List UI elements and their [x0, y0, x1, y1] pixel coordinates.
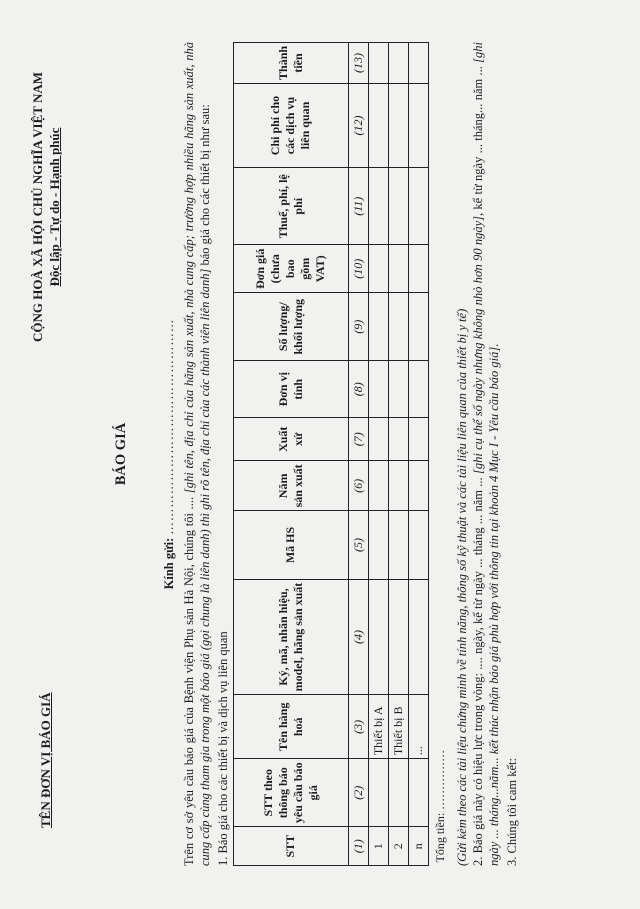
col-header: Chi phí cho các dịch vụ liên quan: [233, 83, 348, 167]
empty-cell: [388, 461, 408, 511]
empty-cell: [408, 579, 428, 695]
col-header: Xuất xứ: [233, 418, 348, 461]
col-number: (5): [348, 511, 368, 579]
empty-cell: [388, 759, 408, 827]
col-header: Thuế, phí, lệ phí: [233, 168, 348, 245]
empty-cell: [388, 83, 408, 167]
section-2-text-mid: , kể từ ngày ... tháng... năm ...: [471, 62, 486, 216]
intro-text-after: báo giá cho các thiết bị như sau:: [198, 104, 213, 269]
col-header: Ký, mã, nhãn hiệu, model, hãng sản xuất: [233, 579, 348, 695]
col-header: Đơn giá (chưa bao gồm VAT): [233, 245, 348, 293]
empty-cell: [368, 759, 388, 827]
col-number: (13): [348, 43, 368, 84]
total-row: [428, 43, 450, 866]
intro-italic: [ghi tên, địa chỉ của hãng sản xuất, nhà cung cấp; trường hợp nhiều hãng sản xuất, nhà cung cấp cùng tham gia trong một báo giá (gọi chung là liên danh) thì ghi rõ tên, địa chỉ của các thành viên liên danh]: [182, 42, 213, 866]
col-header: STT: [233, 827, 348, 866]
table-row: [388, 43, 408, 866]
row-item-name: Thiết bị B: [388, 695, 408, 759]
col-header: Số lượng/ khối lượng: [233, 293, 348, 361]
section-2-italic-2: [ghi ngày ... tháng...năm... kết thúc nhận báo giá phù hợp với thông tin tại khoản 4 Mục I - Yêu cầu báo giá]: [471, 42, 502, 866]
empty-cell: [368, 579, 388, 695]
empty-cell: [408, 43, 428, 84]
nation-line-2: Độc lập - Tự do - Hạnh phúc: [46, 127, 62, 287]
empty-cell: [388, 168, 408, 245]
empty-cell: [368, 418, 388, 461]
col-number: (2): [348, 759, 368, 827]
col-header: Năm sản xuất: [233, 461, 348, 511]
empty-cell: [408, 461, 428, 511]
col-number: (8): [348, 361, 368, 418]
unit-name: TÊN ĐƠN VỊ BÁO GIÁ: [38, 692, 53, 828]
quotation-table: [233, 42, 450, 866]
section-2-text-after: .: [487, 343, 502, 347]
intro-paragraph: [181, 42, 214, 866]
col-number: (3): [348, 695, 368, 759]
col-number: (12): [348, 83, 368, 167]
document-header: [30, 42, 78, 866]
national-motto: [30, 72, 64, 342]
document-title: BÁO GIÁ: [113, 422, 129, 486]
section-3-commitment: 3. Chúng tôi cam kết:: [504, 758, 519, 866]
empty-cell: [388, 418, 408, 461]
col-header: STT theo thông báo yêu cầu báo giá: [233, 759, 348, 827]
col-header: Mã HS: [233, 511, 348, 579]
col-header: Tên hàng hoá: [233, 695, 348, 759]
empty-cell: [408, 293, 428, 361]
table-row: [408, 43, 428, 866]
col-number: (10): [348, 245, 368, 293]
row-stt: 2: [388, 827, 408, 866]
column-number-row: [348, 43, 368, 866]
empty-cell: [408, 361, 428, 418]
nation-line-1: CỘNG HOÀ XÃ HỘI CHỦ NGHĨA VIỆT NAM: [30, 72, 45, 343]
empty-cell: [368, 43, 388, 84]
empty-cell: [408, 418, 428, 461]
empty-cell: [368, 83, 388, 167]
row-item-name: ...: [408, 695, 428, 759]
section-2-validity: [470, 42, 503, 866]
attachment-note: (Gửi kèm theo các tài liệu chứng minh về tính năng, thông số kỹ thuật và các tài liệu liên quan của thiết bị y tế): [454, 308, 469, 866]
col-number: (4): [348, 579, 368, 695]
empty-cell: [408, 759, 428, 827]
table-header-row: [233, 43, 348, 866]
section-2-text-before: 2. Báo giá này có hiệu lực trong vòng: .... ngày, kể từ ngày ... tháng ... năm ...: [471, 474, 486, 866]
col-number: (6): [348, 461, 368, 511]
row-item-name: Thiết bị A: [368, 695, 388, 759]
col-number: (9): [348, 293, 368, 361]
empty-cell: [408, 168, 428, 245]
recipient-dots: …………………………………………: [161, 318, 176, 535]
row-stt: n: [408, 827, 428, 866]
empty-cell: [388, 361, 408, 418]
empty-cell: [368, 461, 388, 511]
empty-cell: [388, 245, 408, 293]
recipient-label: Kính gửi:: [161, 537, 176, 590]
empty-cell: [388, 511, 408, 579]
empty-cell: [408, 83, 428, 167]
empty-cell: [368, 361, 388, 418]
empty-cell: [368, 168, 388, 245]
empty-cell: [408, 245, 428, 293]
recipient-line: [161, 42, 177, 866]
empty-cell: [388, 43, 408, 84]
col-number: (7): [348, 418, 368, 461]
empty-cell: [408, 511, 428, 579]
empty-cell: [368, 293, 388, 361]
intro-text-before: Trên cơ sở yêu cầu báo giá của Bệnh viện Phụ sản Hà Nội, chúng tôi ....: [182, 493, 197, 866]
col-header: Thành tiền: [233, 43, 348, 84]
section-1-heading: 1. Báo giá cho các thiết bị và dịch vụ liên quan: [215, 631, 230, 866]
table-row: [368, 43, 388, 866]
section-2-italic-1: [ghi cụ thể số ngày nhưng không nhỏ hơn 90 ngày]: [471, 215, 486, 475]
empty-cell: [368, 511, 388, 579]
empty-cell: [388, 579, 408, 695]
rotated-document-page: [20, 24, 620, 884]
empty-cell: [388, 293, 408, 361]
col-number: (1): [348, 827, 368, 866]
col-header: Đơn vị tính: [233, 361, 348, 418]
col-number: (11): [348, 168, 368, 245]
row-stt: 1: [368, 827, 388, 866]
total-amount: Tổng tiền: ……………: [432, 749, 447, 863]
empty-cell: [368, 245, 388, 293]
